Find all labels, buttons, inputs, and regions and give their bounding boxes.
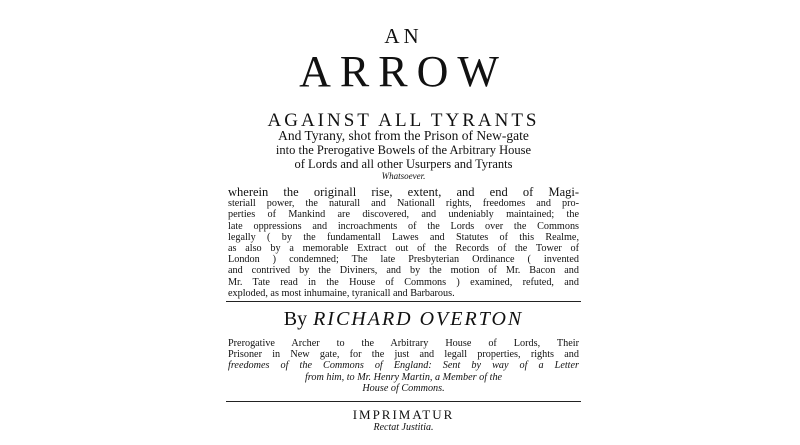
- author-description: [228, 338, 579, 394]
- title-page: [226, 20, 581, 433]
- title-against: AGAINST ALL TYRANTS: [267, 110, 540, 131]
- body-line: steriall power, the naturall and Nationall rights, freedomes and pro-: [228, 198, 579, 210]
- body-line: as also by a memorable Extract out of the Records of the Tower of: [228, 243, 579, 255]
- subtitle-line-1: And Tyrany, shot from the Prison of New-gate: [278, 128, 529, 143]
- body-line: legally ( by the fundamentall Lawes and Statutes of this Realme,: [228, 231, 579, 243]
- body-line: London ) condemned; The late Presbyterian Ordinance ( invented: [228, 254, 579, 266]
- body-line: wherein the originall rise, extent, and end of Magi-: [228, 185, 579, 199]
- rectat-justitia: Rectat Justitia.: [373, 422, 434, 433]
- divider-rule: [226, 401, 581, 402]
- body-line: Mr. Tate read in the House of Commons ) examined, refuted, and: [228, 276, 579, 288]
- body-line: late oppressions and incroachments of the Lords over the Commons: [228, 220, 579, 232]
- subtitle-line-4: Whatsoever.: [381, 171, 426, 181]
- title-an: AN: [384, 24, 423, 48]
- body-line: and contrived by the Diviners, and by the motion of Mr. Bacon and: [228, 265, 579, 277]
- imprimatur: IMPRIMATUR: [352, 407, 455, 422]
- description-line: from him, to Mr. Henry Martin, a Member of the: [304, 371, 503, 383]
- description-line: Prerogative Archer to the Arbitrary House of Lords, Their: [228, 338, 579, 349]
- description-line: House of Commons.: [362, 382, 445, 394]
- body-paragraph: [228, 187, 579, 299]
- title-arrow: ARROW: [299, 47, 508, 96]
- divider-rule: [226, 301, 581, 302]
- body-line-last: exploded, as most inhumaine, tyranicall and Barbarous.: [228, 287, 455, 299]
- description-line: freedomes of the Commons of England: Sent by way of a Letter: [228, 360, 579, 372]
- body-line: perties of Mankind are discovered, and undeniably maintained; the: [228, 209, 579, 221]
- subtitle-block: [226, 129, 581, 181]
- subtitle-line-3: of Lords and all other Usurpers and Tyrants: [294, 157, 513, 171]
- subtitle-line-2: into the Prerogative Bowels of the Arbitrary House: [275, 143, 532, 157]
- author-name: RICHARD OVERTON: [313, 308, 524, 330]
- author-byline: [226, 308, 581, 331]
- byline-by: By: [283, 308, 308, 330]
- description-line: Prisoner in New gate, for the just and legall properties, rights and: [228, 349, 579, 361]
